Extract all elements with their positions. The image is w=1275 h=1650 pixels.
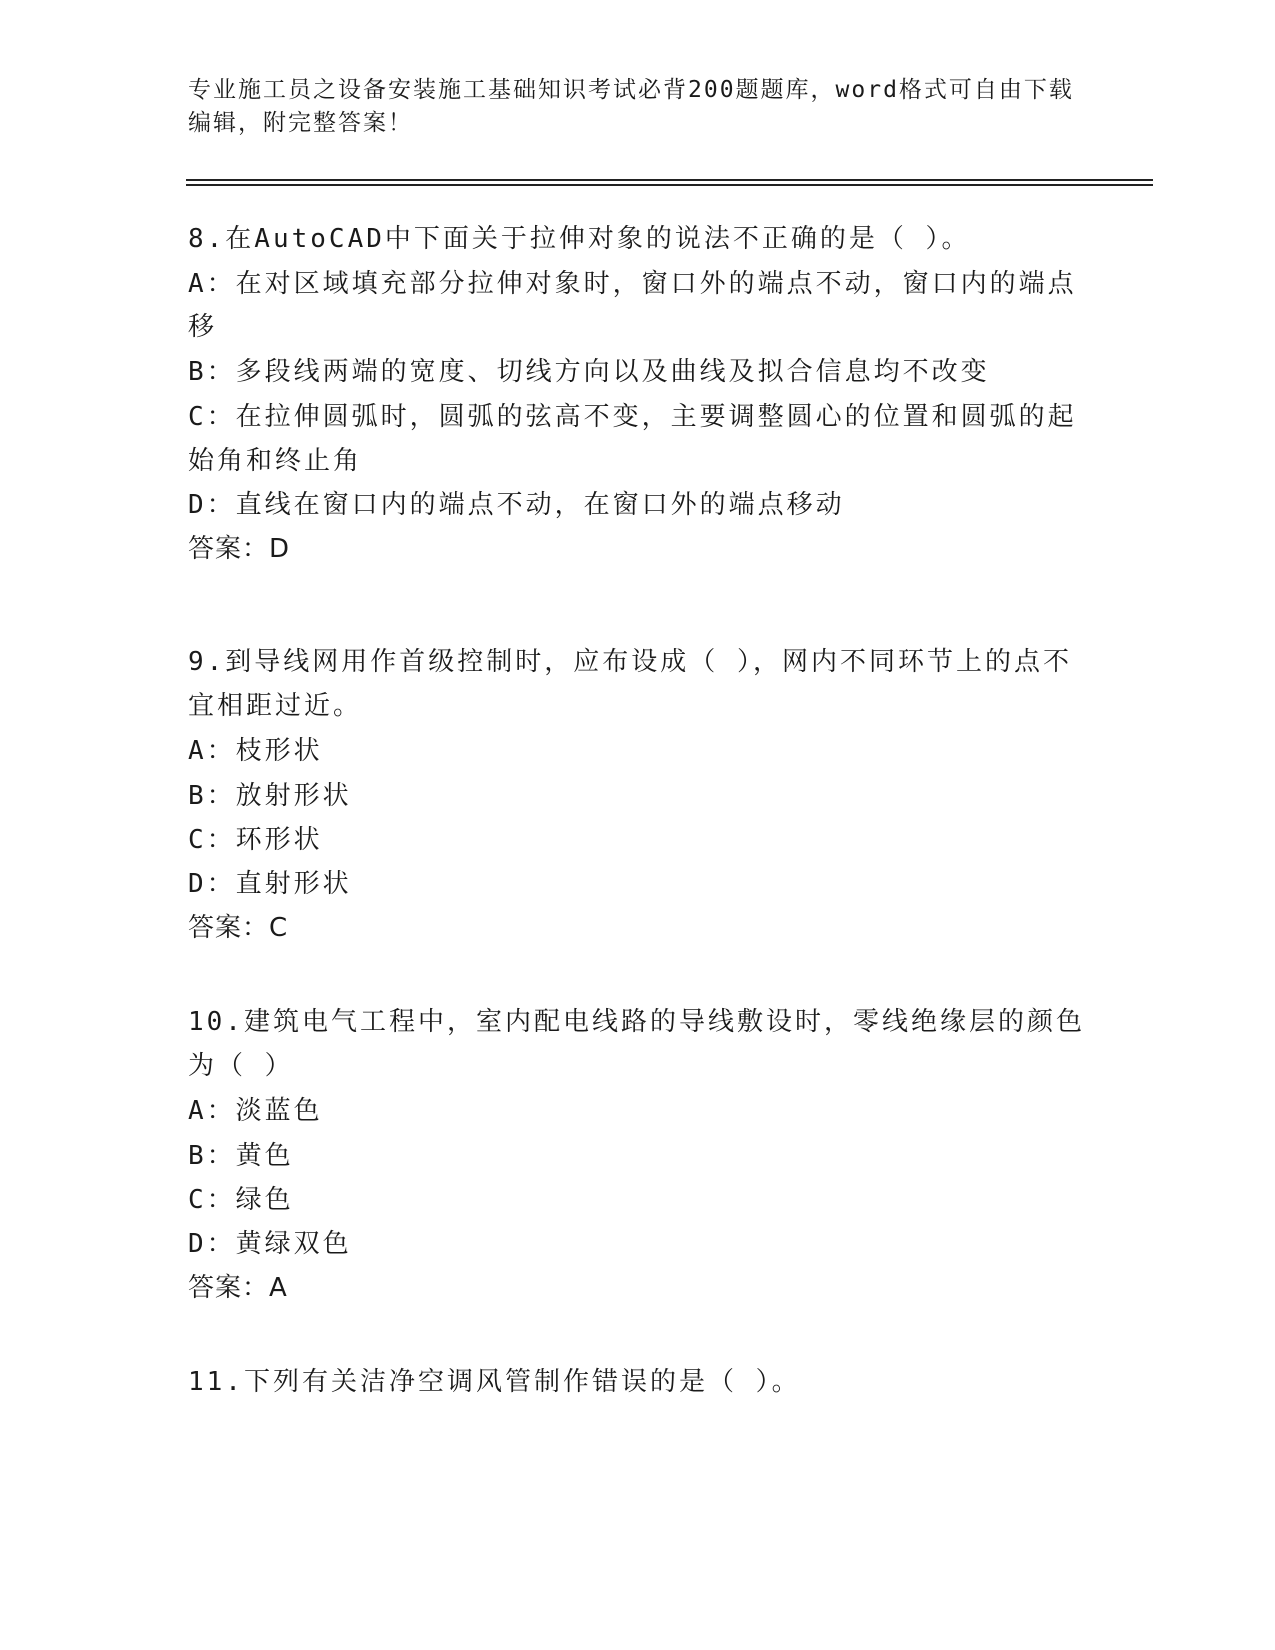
question-stem: 10.建筑电气工程中，室内配电线路的导线敷设时，零线绝缘层的颜色 [188,1007,1085,1037]
option-b: B：多段线两端的宽度、切线方向以及曲线及拟合信息均不改变 [188,357,990,387]
header-divider-bottom [186,184,1153,186]
header-divider-top [186,179,1153,181]
option-d: D：直线在窗口内的端点不动，在窗口外的端点移动 [188,490,845,520]
option-a: A：枝形状 [188,736,323,766]
option-c: C：在拉伸圆弧时，圆弧的弦高不变，主要调整圆心的位置和圆弧的起 [188,402,1077,432]
header-title-line-2: 编辑，附完整答案！ [188,110,413,136]
question-stem-continuation: 为（ ） [188,1051,294,1081]
question-stem: 9.到导线网用作首级控制时，应布设成（ ），网内不同环节上的点不 [188,647,1072,677]
option-a-continuation: 移 [188,312,218,342]
option-b: B：黄色 [188,1141,294,1171]
question-stem: 8.在AutoCAD中下面关于拉伸对象的说法不正确的是（ ）。 [188,224,971,254]
question-stem-continuation: 宜相距过近。 [188,691,363,721]
option-a: A：淡蓝色 [188,1096,323,1126]
option-c-continuation: 始角和终止角 [188,446,363,476]
answer: 答案：C [188,913,289,943]
document-header [188,74,1088,140]
header-title-line-1: 专业施工员之设备安装施工基础知识考试必背200题题库，word格式可自由下载 [188,77,1074,103]
option-a: A：在对区域填充部分拉伸对象时，窗口外的端点不动，窗口内的端点 [188,269,1077,299]
option-b: B：放射形状 [188,781,352,811]
option-d: D：直射形状 [188,869,352,899]
answer: 答案：D [188,534,291,564]
question-stem: 11.下列有关洁净空调风管制作错误的是（ ）。 [188,1367,801,1397]
answer: 答案：A [188,1273,288,1303]
option-d: D：黄绿双色 [188,1229,352,1259]
option-c: C：绿色 [188,1185,294,1215]
option-c: C：环形状 [188,825,323,855]
